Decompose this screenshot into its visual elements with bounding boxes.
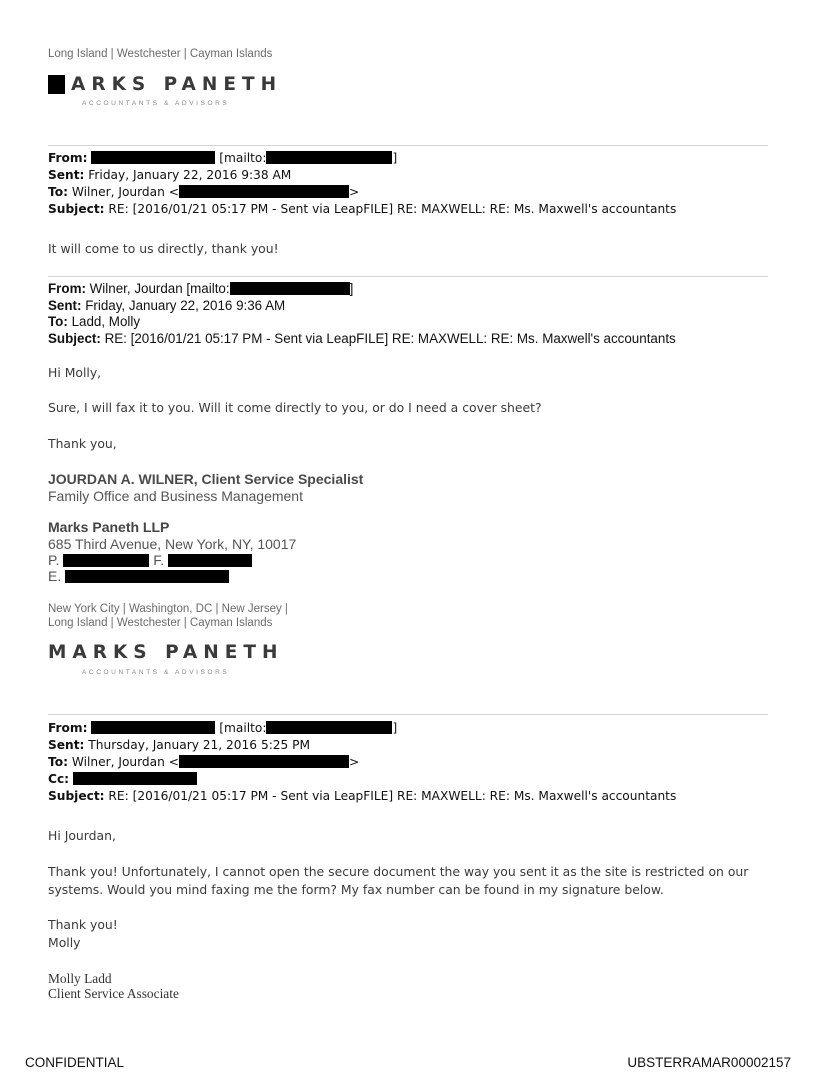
email-3-closing-2: Molly bbox=[48, 935, 81, 950]
redaction-block bbox=[91, 151, 215, 164]
redaction-block bbox=[179, 185, 349, 198]
email-2-header bbox=[48, 281, 676, 347]
subject-line: Subject: RE: [2016/01/21 05:17 PM - Sent via LeapFILE] RE: MAXWELL: RE: Ms. Maxwell's accountants bbox=[48, 789, 677, 803]
signature-email: E. bbox=[48, 568, 229, 584]
signature-locations-1: New York City | Washington, DC | New Jersey | bbox=[48, 603, 288, 615]
subject-line: Subject: RE: [2016/01/21 05:17 PM - Sent via LeapFILE] RE: MAXWELL: RE: Ms. Maxwell's accountants bbox=[48, 330, 676, 346]
signature-department: Family Office and Business Management bbox=[48, 488, 303, 504]
sent-line: Sent: Friday, January 22, 2016 9:36 AM bbox=[48, 297, 286, 313]
from-line: From: [mailto: ] bbox=[48, 151, 398, 165]
marks-paneth-logo bbox=[48, 640, 283, 664]
email-2-body: Sure, I will fax it to you. Will it come directly to you, or do I need a cover sheet? bbox=[48, 400, 542, 415]
email-2-closing: Thank you, bbox=[48, 436, 117, 451]
redaction-block bbox=[179, 755, 349, 768]
confidential-label: CONFIDENTIAL bbox=[25, 1055, 125, 1070]
email-3-body-line-2: systems. Would you mind faxing me the form? My fax number can be found in my signature below. bbox=[48, 882, 664, 897]
redaction-block bbox=[65, 570, 229, 583]
email-1-body: It will come to us directly, thank you! bbox=[48, 241, 279, 256]
email-1-header bbox=[48, 150, 676, 218]
logo-wordmark: MARKS PANETH bbox=[48, 641, 284, 663]
bates-number: UBSTERRAMAR00002157 bbox=[627, 1055, 791, 1070]
redaction-block bbox=[48, 75, 65, 94]
signature-address: 685 Third Avenue, New York, NY, 10017 bbox=[48, 536, 297, 552]
email-3-greeting: Hi Jourdan, bbox=[48, 828, 116, 843]
divider bbox=[48, 714, 768, 715]
sent-line: Sent: Thursday, January 21, 2016 5:25 PM bbox=[48, 738, 311, 752]
signature-firm: Marks Paneth LLP bbox=[48, 519, 170, 535]
from-line: From: Wilner, Jourdan [mailto: ] bbox=[48, 281, 354, 296]
logo-tagline: ACCOUNTANTS & ADVISORS bbox=[82, 100, 230, 107]
office-locations: Long Island | Westchester | Cayman Islands bbox=[48, 48, 273, 60]
signature-name: JOURDAN A. WILNER, Client Service Specialist bbox=[48, 471, 364, 487]
divider bbox=[48, 145, 768, 146]
email-3-body-line-1: Thank you! Unfortunately, I cannot open the secure document the way you sent it as the site is restricted on our bbox=[48, 864, 749, 879]
signature-title: Client Service Associate bbox=[48, 986, 179, 1001]
marks-paneth-logo bbox=[48, 72, 282, 96]
redaction-block bbox=[266, 721, 392, 734]
redaction-block bbox=[73, 772, 197, 785]
from-line: From: [mailto: ] bbox=[48, 721, 398, 735]
signature-phone-fax: P. F. bbox=[48, 552, 252, 568]
email-3-header bbox=[48, 720, 676, 805]
to-line: To: Wilner, Jourdan < > bbox=[48, 755, 360, 769]
redaction-block bbox=[230, 282, 350, 295]
sent-line: Sent: Friday, January 22, 2016 9:38 AM bbox=[48, 168, 292, 182]
divider bbox=[48, 276, 768, 277]
redaction-block bbox=[91, 721, 215, 734]
cc-line: Cc: bbox=[48, 771, 676, 788]
email-3-closing-1: Thank you! bbox=[48, 917, 118, 932]
signature-name: Molly Ladd bbox=[48, 971, 112, 986]
redaction-block bbox=[63, 554, 149, 567]
to-line: To: Wilner, Jourdan < > bbox=[48, 185, 360, 199]
redaction-block bbox=[168, 554, 252, 567]
logo-tagline: ACCOUNTANTS & ADVISORS bbox=[82, 669, 230, 676]
subject-line: Subject: RE: [2016/01/21 05:17 PM - Sent via LeapFILE] RE: MAXWELL: RE: Ms. Maxwell's accountants bbox=[48, 202, 677, 216]
redaction-block bbox=[266, 151, 392, 164]
to-line: To: Ladd, Molly bbox=[48, 314, 141, 329]
logo-wordmark: ARKS PANETH bbox=[71, 73, 283, 95]
email-2-greeting: Hi Molly, bbox=[48, 365, 102, 380]
signature-locations-2: Long Island | Westchester | Cayman Islands bbox=[48, 617, 273, 629]
